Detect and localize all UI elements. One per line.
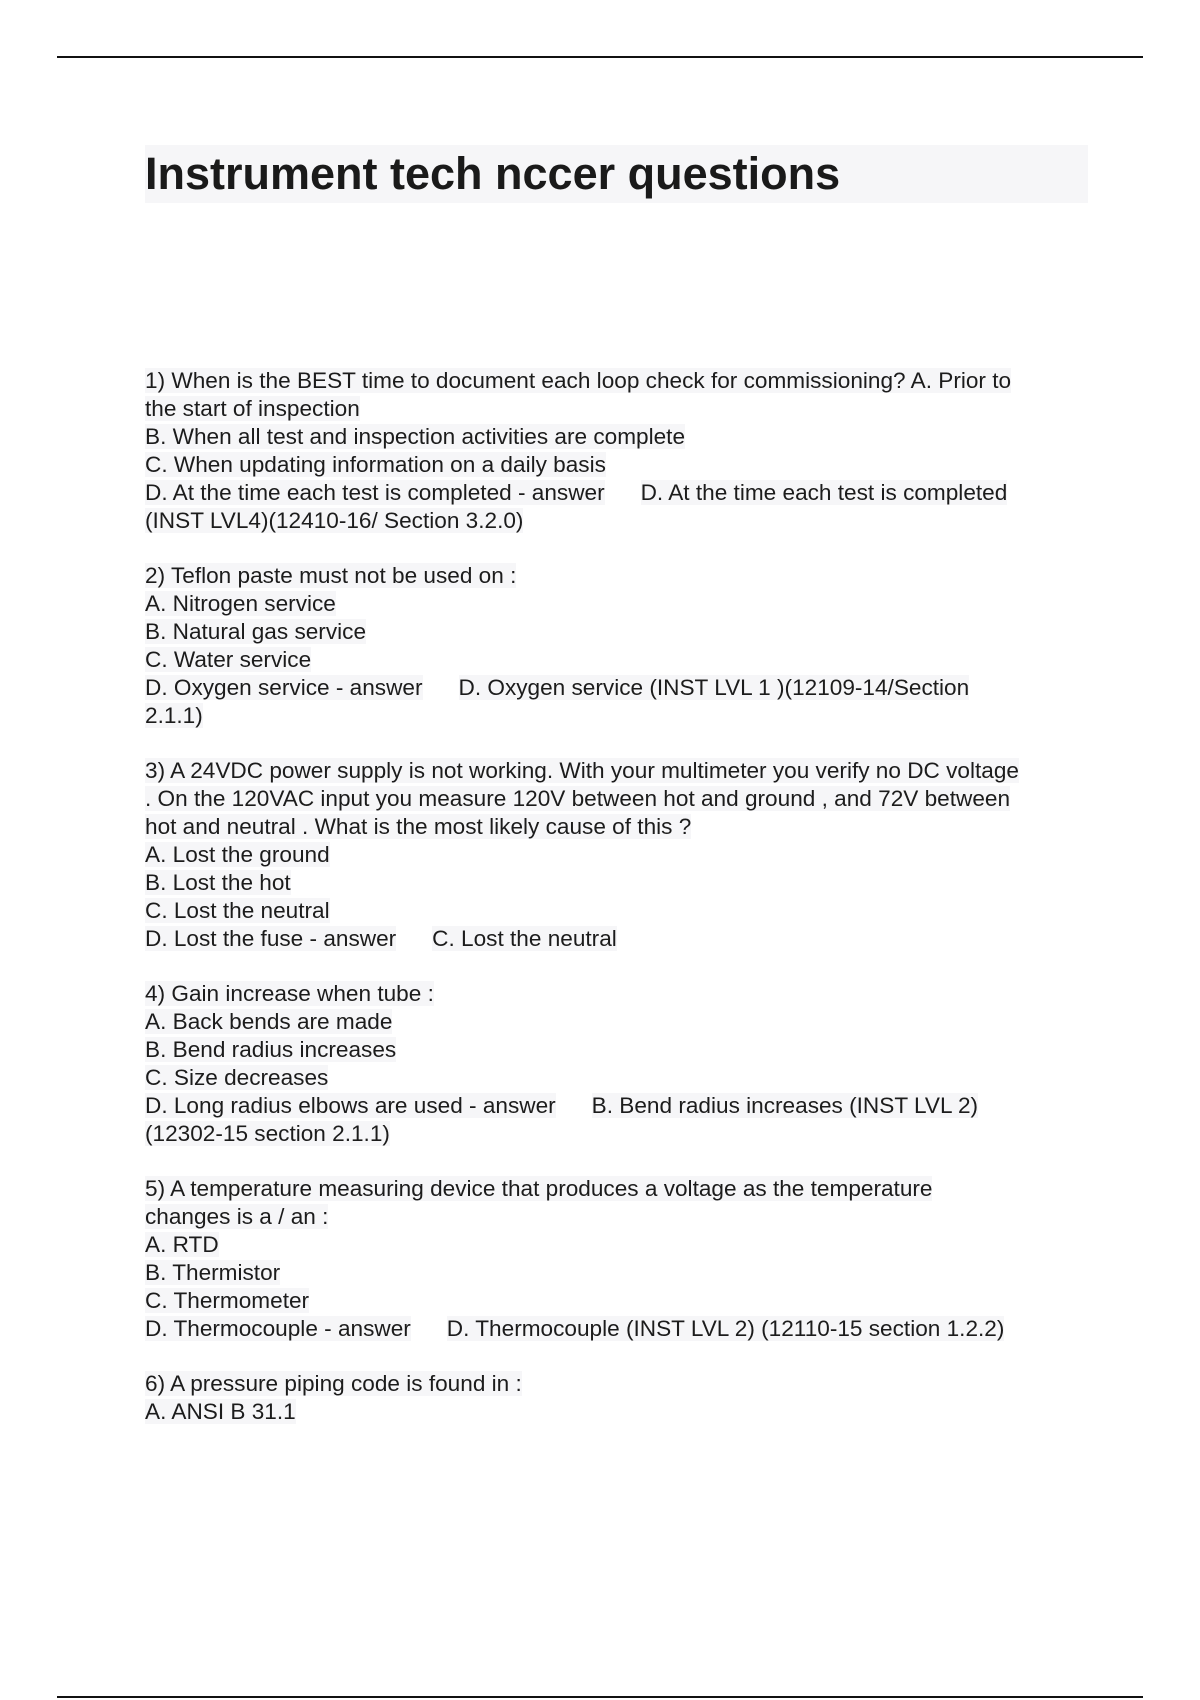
question-block [145,367,1095,535]
question-text: C. Water service [145,647,312,672]
answer-text: B. Bend radius increases (INST LVL 2) [591,1093,979,1118]
question-list [145,367,1095,1453]
question-text: A. Nitrogen service [145,591,336,616]
answer-line [145,1092,1095,1120]
question-block [145,562,1095,730]
question-line [145,562,1095,590]
question-block [145,980,1095,1148]
question-text: A. RTD [145,1232,219,1257]
question-line [145,1287,1095,1315]
answer-reference-text: (INST LVL4)(12410-16/ Section 3.2.0) [145,508,524,533]
question-line [145,395,1095,423]
question-line [145,1203,1095,1231]
question-line [145,451,1095,479]
question-text: 1) When is the BEST time to document each loop check for commissioning? A. Prior to [145,368,1012,393]
question-text: A. Back bends are made [145,1009,393,1034]
question-line [145,841,1095,869]
answer-option-text: D. Oxygen service - answer [145,675,423,700]
question-text: B. Lost the hot [145,870,291,895]
answer-option-text: D. Lost the fuse - answer [145,926,397,951]
question-text: . On the 120VAC input you measure 120V between hot and ground , and 72V between [145,786,1011,811]
question-text: B. Thermistor [145,1260,281,1285]
answer-option-text: D. Thermocouple - answer [145,1316,411,1341]
question-text: 2) Teflon paste must not be used on : [145,563,517,588]
question-block [145,757,1095,953]
question-text: changes is a / an : [145,1204,329,1229]
question-line [145,1231,1095,1259]
answer-reference-line [145,702,1095,730]
question-text: 6) A pressure piping code is found in : [145,1371,522,1396]
answer-reference-text: (12302-15 section 2.1.1) [145,1121,390,1146]
answer-line [145,674,1095,702]
question-text: A. Lost the ground [145,842,330,867]
question-line [145,618,1095,646]
question-line [145,1259,1095,1287]
question-line [145,423,1095,451]
question-text: C. When updating information on a daily basis [145,452,606,477]
answer-option-text: D. Long radius elbows are used - answer [145,1093,556,1118]
question-line [145,869,1095,897]
question-line [145,590,1095,618]
answer-text: C. Lost the neutral [432,926,617,951]
question-line [145,646,1095,674]
question-text: the start of inspection [145,396,360,421]
title-block [145,145,1088,203]
bottom-rule [57,1696,1143,1698]
page-title: Instrument tech nccer questions [145,148,841,199]
question-line [145,897,1095,925]
answer-reference-line [145,507,1095,535]
question-line [145,1064,1095,1092]
question-line [145,1398,1095,1426]
question-line [145,1008,1095,1036]
question-text: B. Bend radius increases [145,1037,397,1062]
question-text: C. Size decreases [145,1065,329,1090]
question-block [145,1370,1095,1426]
top-rule [57,56,1143,58]
question-text: B. When all test and inspection activities are complete [145,424,686,449]
question-line [145,980,1095,1008]
answer-reference-text: 2.1.1) [145,703,203,728]
question-line [145,757,1095,785]
question-line [145,785,1095,813]
question-line [145,813,1095,841]
question-text: C. Thermometer [145,1288,310,1313]
answer-reference-line [145,1120,1095,1148]
question-line [145,367,1095,395]
answer-text: D. Thermocouple (INST LVL 2) (12110-15 section 1.2.2) [446,1316,1005,1341]
answer-line [145,1315,1095,1343]
question-line [145,1370,1095,1398]
question-block [145,1175,1095,1343]
question-text: B. Natural gas service [145,619,367,644]
question-text: A. ANSI B 31.1 [145,1399,296,1424]
answer-line [145,479,1095,507]
question-text: hot and neutral . What is the most likely cause of this ? [145,814,692,839]
answer-text: D. At the time each test is completed [640,480,1008,505]
question-text: 5) A temperature measuring device that produces a voltage as the temperature [145,1176,933,1201]
answer-text: D. Oxygen service (INST LVL 1 )(12109-14/Section [458,675,970,700]
question-text: 4) Gain increase when tube : [145,981,434,1006]
answer-line [145,925,1095,953]
question-text: 3) A 24VDC power supply is not working. With your multimeter you verify no DC voltage [145,758,1019,783]
answer-option-text: D. At the time each test is completed - answer [145,480,605,505]
question-line [145,1175,1095,1203]
question-line [145,1036,1095,1064]
question-text: C. Lost the neutral [145,898,330,923]
